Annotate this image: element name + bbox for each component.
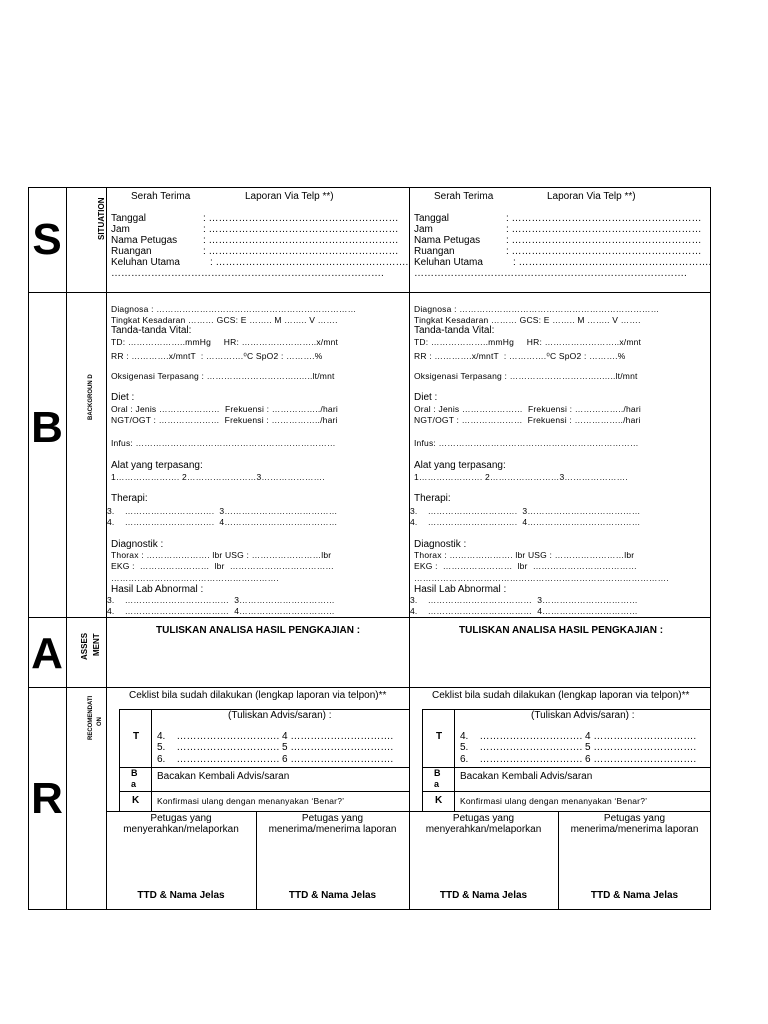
advis-4-right[interactable]: 4. …………………………. 4 ………………………….: [460, 731, 697, 742]
bacakan-right[interactable]: Bacakan Kembali Advis/saran: [460, 771, 593, 782]
ruangan-field-left[interactable]: : …………………………………………………: [203, 246, 399, 257]
keluhan-line-left[interactable]: ……………………………………………………………………….: [111, 268, 384, 279]
letter-b: B: [31, 403, 63, 452]
diagnosa-left[interactable]: Diagnosa : ……………………………………………………………: [111, 304, 357, 314]
tingkat-kesadaran-right[interactable]: Tingkat Kesadaran ……… GCS: E …….. M …….. V …….: [414, 315, 641, 325]
k-label-left: K: [132, 795, 140, 806]
keluhan-label-left: Keluhan Utama: [111, 257, 180, 268]
petugas-menerima-right: Petugas yang menerima/menerima laporan: [570, 813, 699, 835]
k-label-right: K: [435, 795, 443, 806]
nama-petugas-label-right: Nama Petugas: [414, 235, 481, 246]
diagnostik-label-right: Diagnostik :: [414, 539, 467, 550]
nama-petugas-label-left: Nama Petugas: [111, 235, 178, 246]
advis-4-left[interactable]: 4. …………………………. 4 ………………………….: [157, 731, 394, 742]
oksigenasi-left[interactable]: Oksigenasi Terpasang : …………………………..…..lt/mnt: [111, 371, 335, 381]
divider-letter-col: [66, 187, 67, 910]
thorax-usg-right[interactable]: Thorax : …………………. lbr USG : ……………………lbr: [414, 550, 635, 560]
rec-grid-right-col1: [454, 709, 455, 811]
bacakan-left[interactable]: Bacakan Kembali Advis/saran: [157, 771, 290, 782]
diagnostik-label-left: Diagnostik :: [111, 539, 164, 550]
tanda-vital-left: Tanda-tanda Vital:: [111, 325, 192, 336]
laporan-via-telp-right: Laporan Via Telp **): [547, 191, 636, 202]
oral-right[interactable]: Oral : Jenis ………………… Frekuensi : ……………../hari: [414, 404, 641, 414]
advis-6-right[interactable]: 6. …………………………. 6 ………………………….: [460, 754, 697, 765]
assessment-title-left: TULISKAN ANALISA HASIL PENGKAJIAN :: [156, 625, 361, 636]
konfirmasi-right[interactable]: Konfirmasi ulang dengan menanyakan ‘Benar?’: [460, 796, 648, 806]
side-label-situation: SITUATION: [97, 197, 106, 240]
side-label-recommendation-2: ON: [97, 717, 103, 726]
ba-label-left: B a: [131, 768, 138, 789]
jam-label-left: Jam: [111, 224, 130, 235]
ttd-nama-4[interactable]: TTD & Nama Jelas: [590, 890, 679, 901]
lab-3-right[interactable]: 3. ……………………………… 3……………………………: [410, 595, 638, 605]
keluhan-label-right: Keluhan Utama: [414, 257, 483, 268]
t-label-left: T: [133, 731, 140, 742]
rec-grid-left-row2: [119, 791, 409, 792]
diagnosa-right[interactable]: Diagnosa : ……………………………………………………………: [414, 304, 660, 314]
t-label-right: T: [436, 731, 443, 742]
petugas-menyerahkan-left: Petugas yang menyerahkan/melaporkan: [123, 813, 239, 835]
rec-grid-right-bottom: [409, 811, 711, 812]
rr-spo2-right[interactable]: RR : ………….x/mntT : ………….⁰C SpO2 : ……….%: [414, 351, 626, 361]
ekg-left[interactable]: EKG : …………………… lbr ………………………………: [111, 561, 335, 571]
ba-label-right: B a: [434, 768, 441, 789]
ruangan-label-right: Ruangan: [414, 246, 455, 257]
rr-spo2-left[interactable]: RR : ………….x/mntT : ………….⁰C SpO2 : ……….%: [111, 351, 323, 361]
rec-grid-left-bottom: [106, 811, 409, 812]
advis-label-right: (Tuliskan Advis/saran) :: [531, 710, 635, 721]
divider-center: [409, 187, 410, 910]
divider-a-r: [28, 687, 711, 688]
infus-left[interactable]: Infus: ……………………………………………………………: [111, 438, 336, 448]
therapi-3-right[interactable]: 3. …………………………. 3…………………………………: [410, 506, 641, 516]
tingkat-kesadaran-left[interactable]: Tingkat Kesadaran ……… GCS: E …….. M …….. V …….: [111, 315, 338, 325]
ttd-nama-1[interactable]: TTD & Nama Jelas: [137, 890, 225, 901]
petugas-menyerahkan-right: Petugas yang menyerahkan/melaporkan: [425, 813, 542, 835]
letter-s: S: [32, 215, 62, 264]
side-label-recommendation-1: RECOMENDATI: [88, 695, 94, 740]
jam-field-right[interactable]: : …………………………………………………: [506, 224, 702, 235]
lab-label-right: Hasil Lab Abnormal :: [414, 584, 507, 595]
alat-label-right: Alat yang terpasang:: [414, 460, 506, 471]
side-label-background: BACKGROUN D: [88, 374, 94, 420]
petugas-menerima-left: Petugas yang menerima/menerima laporan: [268, 813, 397, 835]
jam-field-left[interactable]: : …………………………………………………: [203, 224, 399, 235]
tanggal-field-right[interactable]: : …………………………………………………: [506, 213, 702, 224]
serah-terima-right: Serah Terima: [434, 191, 494, 202]
tanggal-label-right: Tanggal: [414, 213, 450, 224]
infus-right[interactable]: Infus: ……………………………………………………………: [414, 438, 639, 448]
ceklist-left: Ceklist bila sudah dilakukan (lengkap laporan via telpon)**: [129, 690, 387, 701]
therapi-4-left[interactable]: 4. …………………………. 4…………………………………: [107, 517, 338, 527]
rec-grid-right-col0: [422, 709, 423, 811]
jam-label-right: Jam: [414, 224, 433, 235]
ceklist-right: Ceklist bila sudah dilakukan (lengkap laporan via telpon)**: [432, 690, 690, 701]
lab-label-left: Hasil Lab Abnormal :: [111, 584, 204, 595]
tanggal-label-left: Tanggal: [111, 213, 147, 224]
rec-grid-left-row1: [119, 767, 409, 768]
lab-4-right[interactable]: 4. ……………………………… 4……………………………: [410, 606, 638, 616]
letter-r: R: [31, 774, 63, 823]
alat-items-right[interactable]: 1…………………. 2……………………3………………….: [414, 472, 628, 482]
assessment-title-right: TULISKAN ANALISA HASIL PENGKAJIAN :: [459, 625, 664, 636]
rec-grid-right-row2: [422, 791, 711, 792]
therapi-4-right[interactable]: 4. …………………………. 4…………………………………: [410, 517, 641, 527]
ngt-ogt-right[interactable]: NGT/OGT : ………………… Frekuensi : ……………../hari: [414, 415, 641, 425]
rec-grid-right-row1: [422, 767, 711, 768]
td-hr-right[interactable]: TD: ………………..mmHg HR: ……………………..x/mnt: [414, 337, 642, 347]
tanggal-field-left[interactable]: : …………………………………………………: [203, 213, 399, 224]
ttd-nama-3[interactable]: TTD & Nama Jelas: [439, 890, 528, 901]
ekg-right[interactable]: EKG : …………………… lbr ………………………………: [414, 561, 638, 571]
thorax-usg-left[interactable]: Thorax : …………………. lbr USG : ……………………lbr: [111, 550, 332, 560]
divider-side-col: [106, 187, 107, 910]
ngt-ogt-left[interactable]: NGT/OGT : ………………… Frekuensi : ……………../hari: [111, 415, 338, 425]
divider-s-b: [28, 292, 711, 293]
nama-petugas-field-left[interactable]: : …………………………………………………: [203, 235, 399, 246]
ruangan-field-right[interactable]: : …………………………………………………: [506, 246, 702, 257]
td-hr-left[interactable]: TD: ………………..mmHg HR: ……………………..x/mnt: [111, 337, 339, 347]
side-label-assessment-1: ASSES: [80, 632, 89, 660]
laporan-via-telp-left: Laporan Via Telp **): [245, 191, 334, 202]
serah-terima-left: Serah Terima: [131, 191, 191, 202]
oksigenasi-right[interactable]: Oksigenasi Terpasang : …………………………..…..lt/mnt: [414, 371, 638, 381]
rec-grid-left-col0: [119, 709, 120, 811]
konfirmasi-left[interactable]: Konfirmasi ulang dengan menanyakan ‘Benar?’: [157, 796, 345, 806]
nama-petugas-field-right[interactable]: : …………………………………………………: [506, 235, 702, 246]
ekg-line-left[interactable]: ………………………………………………….: [111, 573, 279, 583]
keluhan-field-left[interactable]: : ………………………………………………….: [210, 257, 409, 268]
ttd-nama-2[interactable]: TTD & Nama Jelas: [288, 890, 377, 901]
lab-4-left[interactable]: 4. ……………………………… 4……………………………: [107, 606, 335, 616]
keluhan-field-right[interactable]: : ………………………………………………….: [513, 257, 712, 268]
alat-items-left[interactable]: 1…………………. 2……………………3………………….: [111, 472, 325, 482]
advis-5-right[interactable]: 5. …………………………. 5 ………………………….: [460, 742, 697, 753]
therapi-3-left[interactable]: 3. …………………………. 3…………………………………: [107, 506, 338, 516]
therapi-label-right: Therapi:: [414, 493, 451, 504]
diet-label-left: Diet :: [111, 392, 135, 403]
advis-label-left: (Tuliskan Advis/saran) :: [228, 710, 332, 721]
side-label-assessment-2: MENT: [92, 633, 101, 656]
advis-5-left[interactable]: 5. …………………………. 5 ………………………….: [157, 742, 394, 753]
advis-6-left[interactable]: 6. …………………………. 6 ………………………….: [157, 754, 394, 765]
tanda-vital-right: Tanda-tanda Vital:: [414, 325, 495, 336]
diet-label-right: Diet :: [414, 392, 438, 403]
letter-a: A: [31, 629, 63, 678]
therapi-label-left: Therapi:: [111, 493, 148, 504]
ekg-line-right[interactable]: …………………………………………………………………………….: [414, 573, 669, 583]
divider-b-a: [28, 617, 711, 618]
rec-grid-left-col1: [151, 709, 152, 811]
ruangan-label-left: Ruangan: [111, 246, 152, 257]
alat-label-left: Alat yang terpasang:: [111, 460, 203, 471]
keluhan-line-right[interactable]: ……………………………………………………………………….: [414, 268, 687, 279]
lab-3-left[interactable]: 3. ……………………………… 3……………………………: [107, 595, 335, 605]
oral-left[interactable]: Oral : Jenis ………………… Frekuensi : ……………../hari: [111, 404, 338, 414]
